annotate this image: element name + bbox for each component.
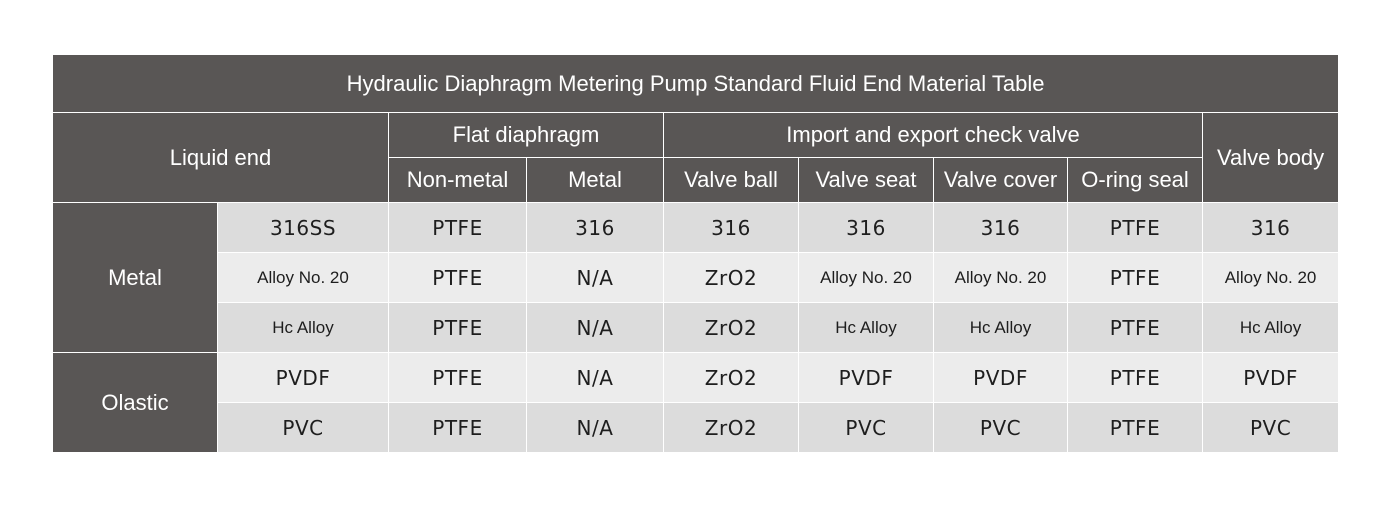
cell-material: 316SS [218, 203, 389, 253]
cell-non-metal: PTFE [389, 403, 527, 453]
cell-valve-ball: ZrO2 [664, 303, 799, 353]
cell-metal: N/A [527, 403, 664, 453]
cell-non-metal: PTFE [389, 253, 527, 303]
table-row [53, 303, 1339, 353]
table-row [53, 403, 1339, 453]
header-valve-cover: Valve cover [934, 158, 1068, 203]
cell-valve-seat: PVC [799, 403, 934, 453]
header-non-metal: Non-metal [389, 158, 527, 203]
header-liquid-end: Liquid end [53, 113, 389, 203]
table-row [53, 253, 1339, 303]
cell-valve-cover: 316 [934, 203, 1068, 253]
cell-material: Hc Alloy [218, 303, 389, 353]
cell-o-ring-seal: PTFE [1068, 303, 1203, 353]
group-label-metal: Metal [53, 203, 218, 353]
table-row [53, 203, 1339, 253]
cell-o-ring-seal: PTFE [1068, 203, 1203, 253]
cell-metal: N/A [527, 253, 664, 303]
table-title: Hydraulic Diaphragm Metering Pump Standard Fluid End Material Table [53, 55, 1339, 113]
group-label-olastic: Olastic [53, 353, 218, 453]
cell-metal: N/A [527, 353, 664, 403]
cell-non-metal: PTFE [389, 303, 527, 353]
material-table [52, 55, 1339, 453]
cell-material: PVDF [218, 353, 389, 403]
header-o-ring-seal: O-ring seal [1068, 158, 1203, 203]
cell-valve-seat: Alloy No. 20 [799, 253, 934, 303]
cell-valve-seat: Hc Alloy [799, 303, 934, 353]
cell-valve-body: Hc Alloy [1203, 303, 1339, 353]
cell-valve-body: 316 [1203, 203, 1339, 253]
cell-o-ring-seal: PTFE [1068, 253, 1203, 303]
cell-valve-body: PVDF [1203, 353, 1339, 403]
header-valve-ball: Valve ball [664, 158, 799, 203]
cell-valve-ball: ZrO2 [664, 403, 799, 453]
cell-valve-body: Alloy No. 20 [1203, 253, 1339, 303]
cell-valve-cover: PVC [934, 403, 1068, 453]
cell-valve-body: PVC [1203, 403, 1339, 453]
header-metal: Metal [527, 158, 664, 203]
header-valve-seat: Valve seat [799, 158, 934, 203]
cell-material: Alloy No. 20 [218, 253, 389, 303]
cell-material: PVC [218, 403, 389, 453]
header-valve-body: Valve body [1203, 113, 1339, 203]
cell-valve-seat: PVDF [799, 353, 934, 403]
table-row [53, 353, 1339, 403]
cell-valve-ball: ZrO2 [664, 253, 799, 303]
cell-o-ring-seal: PTFE [1068, 403, 1203, 453]
cell-o-ring-seal: PTFE [1068, 353, 1203, 403]
cell-metal: 316 [527, 203, 664, 253]
cell-valve-cover: Alloy No. 20 [934, 253, 1068, 303]
header-check-valve: Import and export check valve [664, 113, 1203, 158]
cell-valve-ball: ZrO2 [664, 353, 799, 403]
cell-non-metal: PTFE [389, 203, 527, 253]
cell-metal: N/A [527, 303, 664, 353]
cell-valve-seat: 316 [799, 203, 934, 253]
cell-valve-cover: Hc Alloy [934, 303, 1068, 353]
cell-valve-ball: 316 [664, 203, 799, 253]
header-flat-diaphragm: Flat diaphragm [389, 113, 664, 158]
cell-valve-cover: PVDF [934, 353, 1068, 403]
cell-non-metal: PTFE [389, 353, 527, 403]
